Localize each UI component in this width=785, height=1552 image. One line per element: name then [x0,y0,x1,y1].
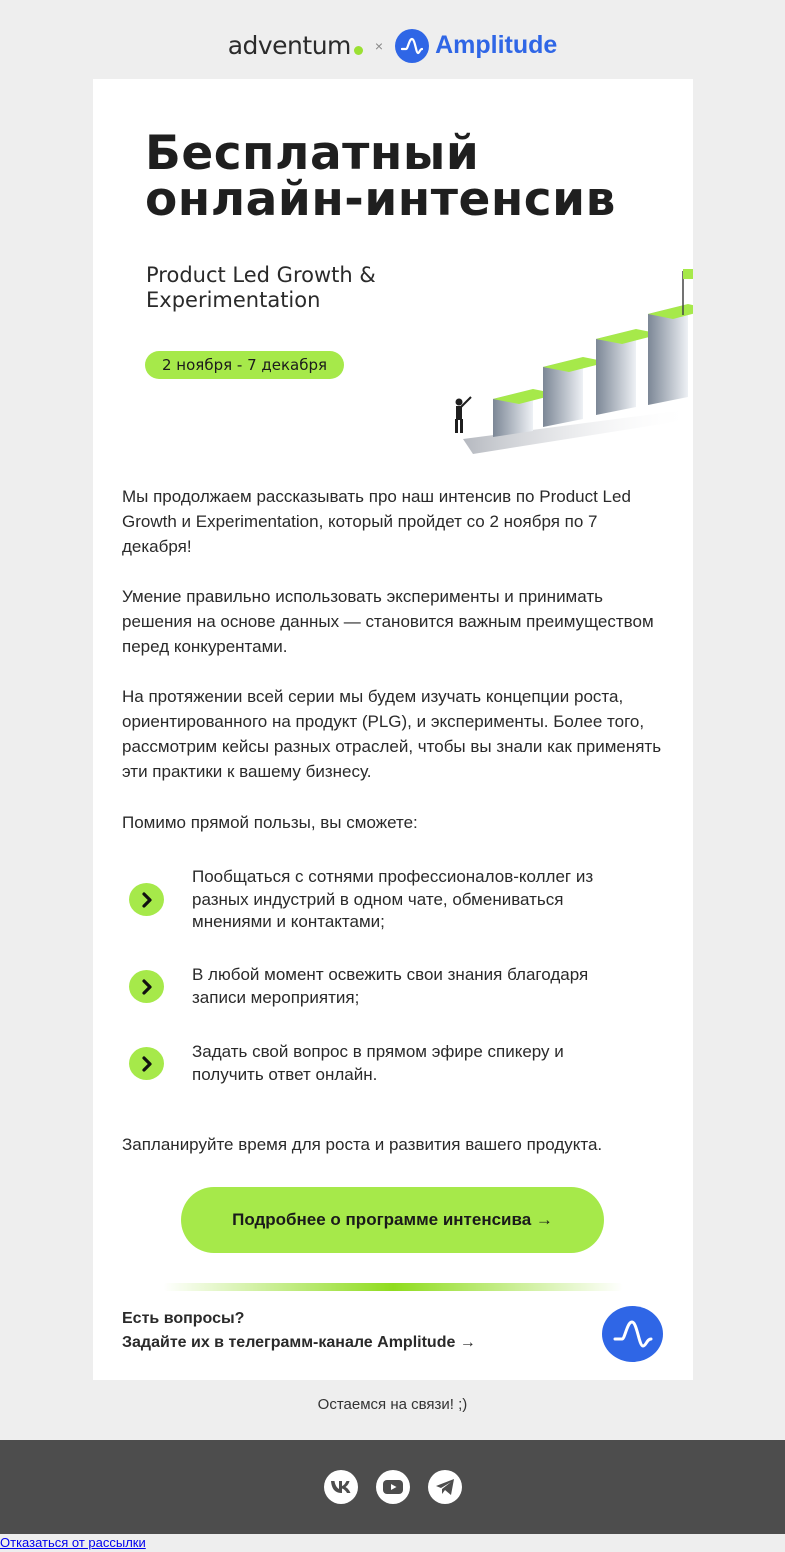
hero-subtitle-line1: Product Led Growth & [146,263,376,287]
benefit-text: В любой момент освежить свои знания благодаря записи мероприятия; [192,965,589,1007]
benefit-item [129,964,639,1009]
paragraph-series: На протяжении всей серии мы будем изучать концепции роста, ориентированного на продукт (PLG), и эксперименты. Более того, рассмотрим кейсы разных отраслей, чтобы вы знали как применять эти практики к вашему бизнесу. [122,687,662,781]
youtube-icon[interactable] [376,1470,410,1504]
program-details-button[interactable]: Подробнее о программе интенсива → [181,1187,604,1253]
logo-separator: × [374,37,384,54]
telegram-icon[interactable] [428,1470,462,1504]
hero-title-line1: Бесплатный [145,126,480,181]
amplitude-mark-icon [395,29,429,63]
paragraph-experiments: Умение правильно использовать эксперименты и принимать решения на основе данных — становится важным преимуществом перед конкурентами. [122,587,654,656]
amplitude-avatar-icon [602,1306,663,1362]
telegram-channel-link[interactable]: Задайте их в телеграмм-канале Amplitude → [122,1334,476,1351]
hero-title [145,126,616,227]
benefit-item [129,1041,639,1086]
amplitude-logo[interactable] [395,29,557,63]
hero-subtitle [146,263,376,313]
growth-stairs-illustration [343,259,693,459]
date-badge: 2 ноября - 7 декабря [145,351,344,379]
stay-in-touch-text: Остаемся на связи! ;) [317,1396,468,1413]
hero-title-line2: онлайн-интенсив [145,172,616,227]
benefit-item [129,866,639,934]
email-header [0,0,785,79]
amplitude-wordmark: Amplitude [435,31,558,59]
benefit-text: Пообщаться с сотнями профессионалов-коллег из разных индустрий в одном чате, обмениваться мнениями и контактами; [192,867,594,931]
arrow-right-icon [129,1047,164,1080]
questions-title: Есть вопросы? [122,1310,245,1327]
unsubscribe-link[interactable]: Отказаться от рассылки [0,1535,146,1550]
paragraph-intro: Мы продолжаем рассказывать про наш интенсив по Product Led Growth и Experimentation, который пройдет со 2 ноября по 7 декабря! [122,487,631,556]
paragraph-closing: Запланируйте время для роста и развития вашего продукта. [122,1135,603,1154]
email-card [93,79,693,1380]
benefit-text: Задать свой вопрос в прямом эфире спикеру и получить ответ онлайн. [192,1042,564,1084]
hero-subtitle-line2: Experimentation [146,288,321,312]
brand-logos [228,29,558,63]
adventum-dot-icon [354,46,363,55]
hero-banner [93,79,693,459]
adventum-wordmark: adventum [227,31,351,60]
arrow-right-icon [129,970,164,1003]
adventum-logo[interactable] [228,31,363,60]
section-divider [163,1283,623,1291]
arrow-right-icon [129,883,164,916]
paragraph-benefits-lead: Помимо прямой пользы, вы сможете: [122,813,418,832]
vk-icon[interactable] [324,1470,358,1504]
social-footer [0,1440,785,1534]
